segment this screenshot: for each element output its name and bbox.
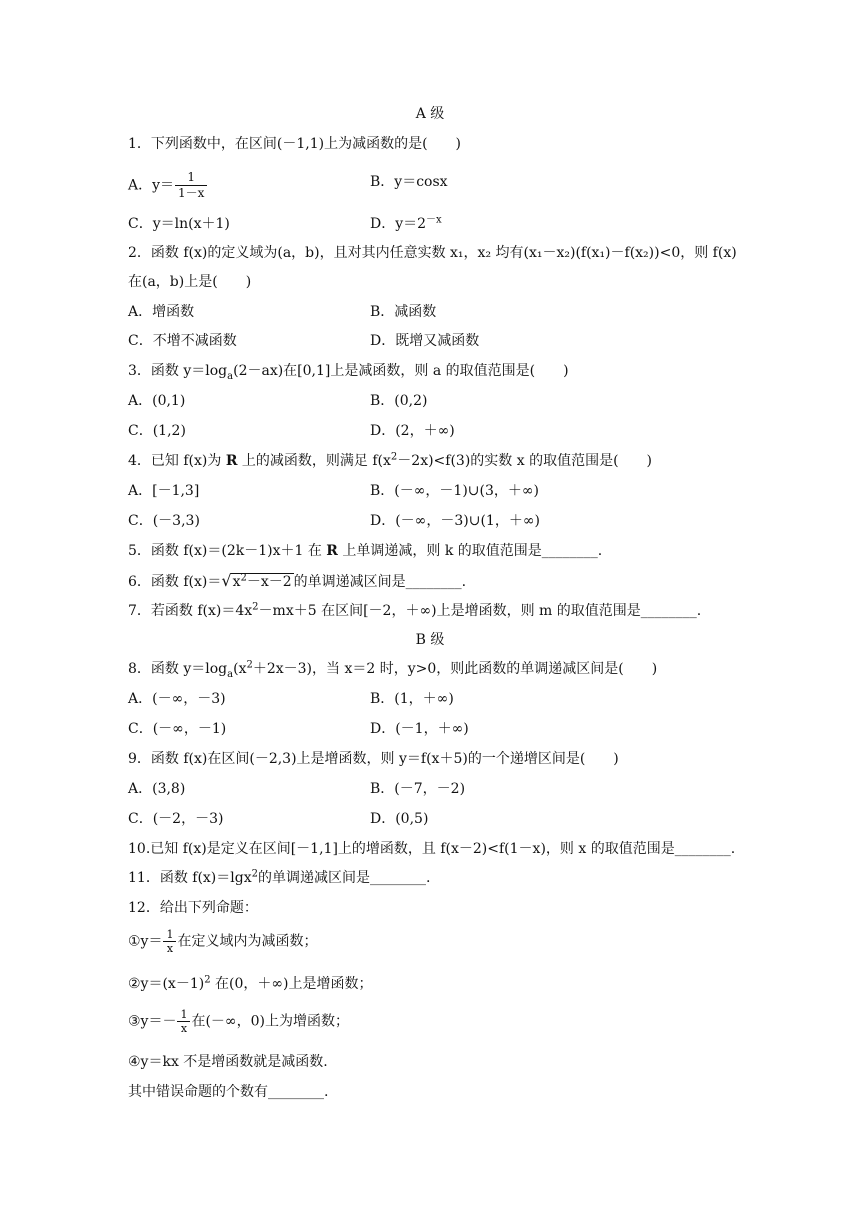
q6-stem-suffix: 的单调递减区间是________. xyxy=(293,574,467,590)
q2-stem-line1: 2．函数 f(x)的定义域为(a，b)，且对其内任意实数 x₁，x₂ 均有(x₁－x₂)(f(x₁)－f(x₂))<0，则 f(x) xyxy=(128,245,737,261)
q4-stem-mid: 上的减函数，则满足 f(x xyxy=(237,453,391,469)
q12-p2-prefix: ②y＝(x－1) xyxy=(128,976,205,992)
q8-option-c: C．(－∞，－1) xyxy=(128,721,227,737)
q4-option-c: C．(－3,3) xyxy=(128,513,200,529)
q9-option-c: C．(－2，－3) xyxy=(128,811,224,827)
q1-option-d-exponent: －x xyxy=(426,214,442,226)
q6-stem-prefix: 6．函数 f(x)＝ xyxy=(128,574,222,590)
q9-option-d: D．(0,5) xyxy=(370,811,429,827)
q3-option-b: B．(0,2) xyxy=(370,393,428,409)
q6-stem xyxy=(128,571,466,592)
q3-option-a: A．(0,1) xyxy=(128,393,186,409)
q9-option-a: A．(3,8) xyxy=(128,781,186,797)
q5-stem-real-set: R xyxy=(326,543,338,559)
q10-stem: 10.已知 f(x)是定义在区间[－1,1]上的增函数，且 f(x－2)<f(1－x)，则 x 的取值范围是________. xyxy=(128,841,736,857)
q8-option-d: D．(－1，＋∞) xyxy=(370,721,469,737)
q12-p3-fraction xyxy=(177,1008,190,1035)
q7-stem-exponent: 2 xyxy=(252,601,259,613)
q8-stem xyxy=(128,659,657,679)
q3-stem-prefix: 3．函数 y＝log xyxy=(128,363,228,379)
q11-stem-suffix: 的单调递减区间是________. xyxy=(257,870,431,886)
q8-option-b: B．(1，＋∞) xyxy=(370,691,454,707)
q3-option-d: D．(2，＋∞) xyxy=(370,423,455,439)
q1-stem: 1．下列函数中，在区间(－1,1)上为减函数的是( ) xyxy=(128,136,462,152)
q12-p2-exponent: 2 xyxy=(204,974,211,986)
q12-p1-suffix: 在定义域内为减函数； xyxy=(177,933,318,950)
q4-stem-prefix: 4．已知 f(x)为 xyxy=(128,453,226,469)
q12-proposition-2 xyxy=(128,974,373,994)
q7-stem-suffix: －mx＋5 在区间[－2，＋∞)上是增函数，则 m 的取值范围是________. xyxy=(258,603,702,619)
q5-stem-prefix: 5．函数 f(x)＝(2k－1)x＋1 在 xyxy=(128,543,327,559)
q8-option-a: A．(－∞，－3) xyxy=(128,691,226,707)
q11-stem xyxy=(128,868,430,888)
q2-option-d: D．既增又减函数 xyxy=(370,333,480,349)
q9-stem: 9．函数 f(x)在区间(－2,3)上是增函数，则 y＝f(x＋5)的一个递增区间是( ) xyxy=(128,751,619,767)
q4-option-d: D．(－∞，－3)∪(1，＋∞) xyxy=(370,513,540,529)
q4-option-a: A．[－1,3] xyxy=(128,483,200,499)
q8-stem-subscript: a xyxy=(227,668,234,680)
q8-stem-exponent: 2 xyxy=(246,659,253,671)
q12-p3-numerator: 1 xyxy=(177,1008,190,1022)
q3-stem-subscript: a xyxy=(227,370,234,382)
q1-option-b: B．y＝cosx xyxy=(370,174,448,190)
q2-option-a: A．增函数 xyxy=(128,304,195,320)
q12-p1-numerator: 1 xyxy=(163,928,176,942)
q11-stem-exponent: 2 xyxy=(251,868,258,880)
q7-stem xyxy=(128,601,701,621)
q6-radicand-post: －x－2 xyxy=(246,574,292,590)
q1-option-a xyxy=(128,170,208,201)
q1-option-a-fraction xyxy=(175,170,207,201)
q3-option-c: C．(1,2) xyxy=(128,423,186,439)
q8-stem-suffix: ＋2x－3)，当 x＝2 时，y>0，则此函数的单调递减区间是( ) xyxy=(252,661,658,677)
q12-proposition-4: ④y＝kx 不是增函数就是减函数. xyxy=(128,1054,328,1070)
q1-option-a-label: A． xyxy=(128,177,153,194)
q12-proposition-1 xyxy=(128,928,317,955)
q1-option-a-numerator: 1 xyxy=(175,170,207,186)
q2-option-c: C．不增不减函数 xyxy=(128,333,237,349)
section-a-title: A 级 xyxy=(415,106,445,122)
q8-stem-prefix: 8．函数 y＝log xyxy=(128,661,228,677)
q12-p3-suffix: 在(－∞，0)上为增函数； xyxy=(191,1013,349,1030)
q6-radicand-pre: x xyxy=(232,574,241,590)
q6-radicand xyxy=(231,573,294,590)
q4-stem-real-set: R xyxy=(225,453,238,469)
q1-option-d-base: D．y＝2 xyxy=(370,216,427,232)
q12-proposition-3 xyxy=(128,1008,349,1035)
q6-radicand-exponent: 2 xyxy=(240,572,247,584)
q12-p3-denominator: x xyxy=(180,1022,188,1035)
q9-option-b: B．(－7，－2) xyxy=(370,781,466,797)
q4-stem-exponent: 2 xyxy=(390,451,398,463)
q2-option-b: B．减函数 xyxy=(370,304,437,320)
q1-option-d xyxy=(370,214,442,234)
q4-option-b: B．(－∞，－1)∪(3，＋∞) xyxy=(370,483,540,499)
section-b-title: B 级 xyxy=(415,632,445,648)
q1-option-a-prefix: y＝ xyxy=(152,177,175,194)
q12-p1-denominator: x xyxy=(166,942,174,955)
q4-stem-suffix: －2x)<f(3)的实数 x 的取值范围是( ) xyxy=(397,453,653,469)
q5-stem-suffix: 上单调递减，则 k 的取值范围是________. xyxy=(337,543,603,559)
q12-stem: 12．给出下列命题： xyxy=(128,900,258,916)
q12-conclusion: 其中错误命题的个数有________. xyxy=(128,1084,329,1100)
q1-option-a-denominator: 1－x xyxy=(178,186,205,200)
q5-stem xyxy=(128,541,602,561)
q1-option-c: C．y＝ln(x＋1) xyxy=(128,216,230,232)
sqrt-icon: √ xyxy=(221,571,232,590)
q4-stem xyxy=(128,451,652,471)
q3-stem-suffix: (2－ax)在[0,1]上是减函数，则 a 的取值范围是( ) xyxy=(233,363,569,379)
q12-p2-suffix: 在(0，＋∞)上是增函数； xyxy=(210,976,373,992)
q12-p3-prefix: ③y＝－ xyxy=(128,1013,177,1030)
q8-stem-mid: (x xyxy=(233,661,247,677)
q12-p1-prefix: ①y＝ xyxy=(128,933,163,950)
q12-p1-fraction xyxy=(163,928,176,955)
q11-stem-prefix: 11．函数 f(x)＝lgx xyxy=(128,870,252,886)
q3-stem xyxy=(128,361,569,381)
q2-stem-line2: 在(a，b)上是( ) xyxy=(128,274,252,290)
q7-stem-prefix: 7．若函数 f(x)＝4x xyxy=(128,603,253,619)
